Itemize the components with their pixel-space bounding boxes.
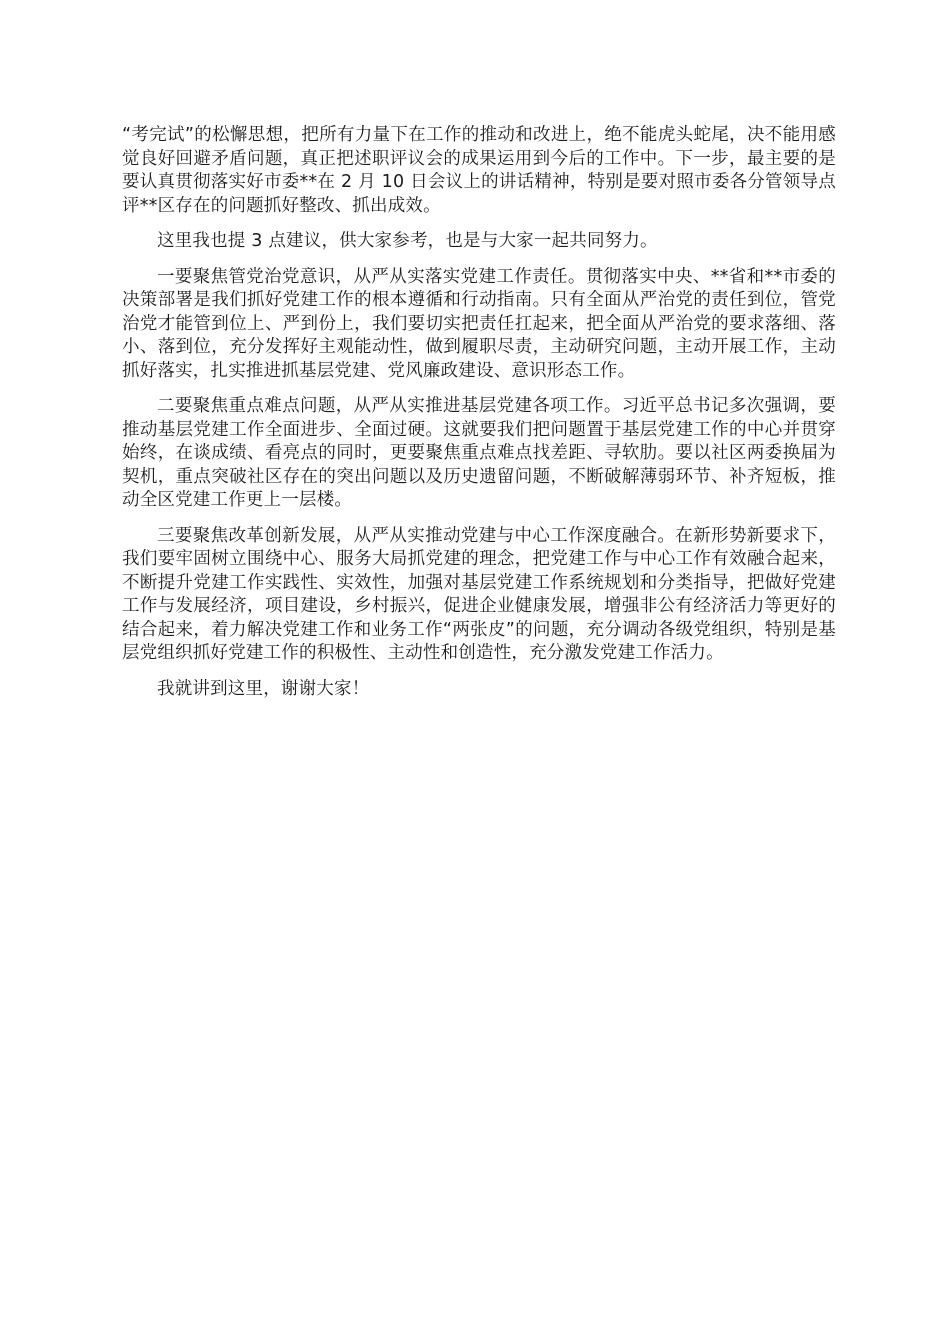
paragraph-suggestion-one: 一要聚焦管党治党意识，从严从实落实党建工作责任。贯彻落实中央、**省和**市委的决策部署是我们抓好党建工作的根本遵循和行动指南。只有全面从严治党的责任到位，管党治党才能管到位上、严到份上，我们要切实把责任扛起来，把全面从严治党的要求落细、落小、落到位，充分发挥好主观能动性，做到履职尽责，主动研究问题，主动开展工作，主动抓好落实，扎实推进抓基层党建、党风廉政建设、意识形态工作。 — [122, 266, 836, 381]
paragraph-suggestion-two: 二要聚焦重点难点问题，从严从实推进基层党建各项工作。习近平总书记多次强调，要推动基层党建工作全面进步、全面过硬。这就要我们把问题置于基层党建工作的中心并贯穿始终，在谈成绩、看亮点的同时，更要聚焦重点难点找差距、寻软肋。要以社区两委换届为契机，重点突破社区存在的突出问题以及历史遗留问题，不断破解薄弱环节、补齐短板，推动全区党建工作更上一层楼。 — [122, 396, 836, 510]
document-body — [122, 124, 836, 713]
paragraph-closing: 我就讲到这里，谢谢大家！ — [157, 678, 370, 699]
paragraph-suggestion-three: 三要聚焦改革创新发展，从严从实推动党建与中心工作深度融合。在新形势新要求下，我们要牢固树立围绕中心、服务大局抓党建的理念，把党建工作与中心工作有效融合起来，不断提升党建工作实践性、实效性，加强对基层党建工作系统规划和分类指导，把做好党建工作与发展经济，项目建设，乡村振兴，促进企业健康发展，增强非公有经济活力等更好的结合起来，着力解决党建工作和业务工作“两张皮”的问题，充分调动各级党组织，特别是基层党组织抓好党建工作的积极性、主动性和创造性，充分激发党建工作活力。 — [122, 525, 836, 663]
paragraph-suggestions-intro: 这里我也提 3 点建议，供大家参考，也是与大家一起共同努力。 — [157, 231, 658, 251]
paragraph-continuation: “考完试”的松懈思想，把所有力量下在工作的推动和改进上，绝不能虎头蛇尾，决不能用感觉良好回避矛盾问题，真正把述职评议会的成果运用到今后的工作中。下一步，最主要的是要认真贯彻落实好市委**在 2 月 10 日会议上的讲话精神，特别是要对照市委各分管领导点评**区存在的问题抓好整改、抓出成效。 — [122, 125, 836, 216]
